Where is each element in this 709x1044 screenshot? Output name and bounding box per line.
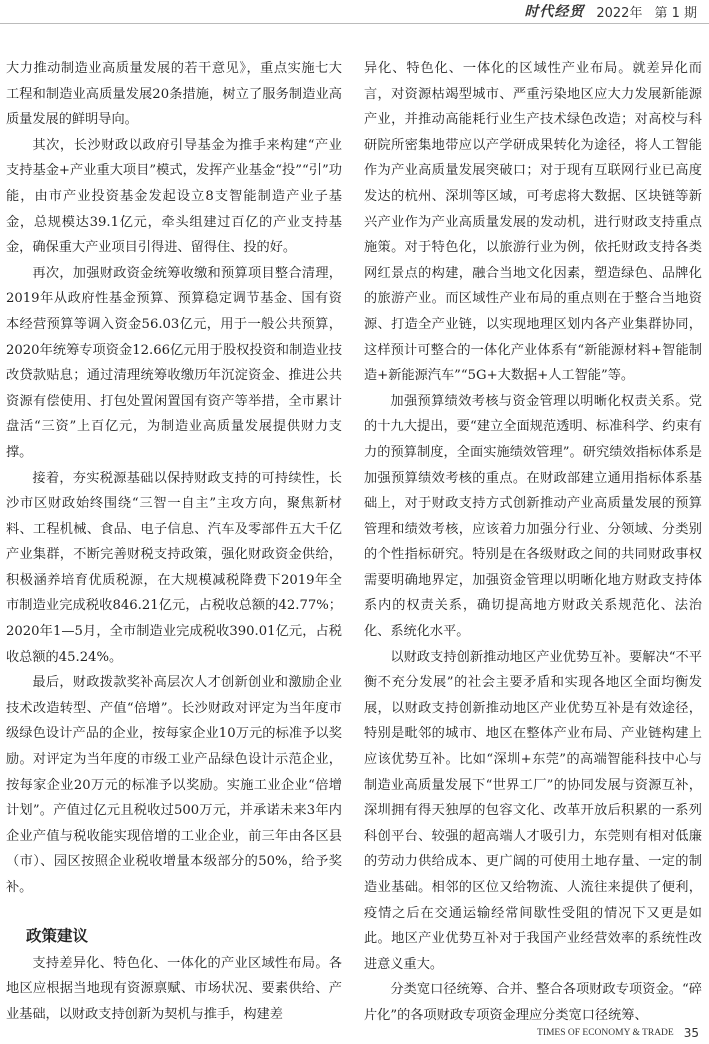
paragraph: 以财政支持创新推动地区产业优势互补。要解决“不平衡不充分发展”的社会主要矛盾和实现各地区全面均衡发展，以财政支持创新推动地区产业优势互补是有效途径，特别是毗邻的城市、地区在整体产业布局、产业链构建上应该优势互补。比如“深圳+东莞”的高端智能科技中心与制造业高质量发展下“世界工厂”的协同发展与资源互补，深圳拥有得天独厚的包容文化、改革开放后积累的一系列科创平台、较强的超高端人才吸引力，东莞则有相对低廉的劳动力供给成本、更广阔的可使用土地存量、一定的制造业基础。相邻的区位又给物流、人流往来提供了便利，疫情之后在交通运输经常间歇性受阻的情况下又更是如此。地区产业优势互补对于我国产业经营效率的系统性改进意义重大。 (364, 649, 702, 972)
issue-number: 第 1 期 (654, 5, 697, 21)
paragraph: 支持差异化、特色化、一体化的产业区域性布局。各地区应根据当地现有资源禀赋、市场状况、要素供给、产业基础，以财政支持创新为契机与推手，构建差 (6, 955, 342, 1022)
page-header (524, 0, 697, 22)
section-title: 政策建议 (26, 926, 89, 945)
paragraph: 最后，财政拨款奖补高层次人才创新创业和激励企业技术改造转型、产值“倍增”。长沙财政对评定为当年度市级绿色设计产品的企业，按每家企业10万元的标准予以奖励。对评定为当年度的市级工业产品绿色设计示范企业，按每家企业20万元的标准予以奖励。实施工业企业“倍增计划”。产值过亿元且税收过500万元，并承诺未来3年内企业产值与税收能实现倍增的工业企业，前三年由各区县（市）、园区按照企业税收增量本级部分的50%，给予奖补。 (6, 675, 342, 895)
journal-english-name: TIMES OF ECONOMY & TRADE (537, 1028, 674, 1038)
magazine-name: 时代经贸 (524, 4, 585, 20)
paragraph: 接着，夯实税源基础以保持财政支持的可持续性，长沙市区财政始终围绕“三智一自主”主攻方向，聚焦新材料、工程机械、食品、电子信息、汽车及零部件五大千亿产业集群，不断完善财税支持政策，强化财政资金供给，积极涵养培育优质税源，在大规模减税降费下2019年全市制造业完成税收846.21亿元，占税收总额的42.77%；2020年1—5月，全市制造业完成税收390.01亿元，占税收总额的45.24%。 (6, 470, 342, 665)
left-column (6, 56, 342, 1027)
paragraph: 大力推动制造业高质量发展的若干意见》，重点实施七大工程和制造业高质量发展20条措施，树立了服务制造业高质量发展的鲜明导向。 (6, 61, 342, 128)
paragraph: 分类宽口径统筹、合并、整合各项财政专项资金。“碎片化”的各项财政专项资金理应分类宽口径统筹、 (364, 982, 702, 1023)
paragraph: 加强预算绩效考核与资金管理以明晰化权责关系。党的十九大提出，要“建立全面规范透明、标准科学、约束有力的预算制度，全面实施绩效管理”。研究绩效指标体系是加强预算绩效考核的重点。在财政部建立通用指标体系基础上，对于财政支持方式创新推动产业高质量发展的预算管理和绩效考核，应该着力加强分行业、分领域、分类别的个性指标研究。特别是在各级财政之间的共同财政事权需要明确地界定，加强资金管理以明晰化地方财政支持体系内的权责关系，确切提高地方财政关系规范化、法治化、系统化水平。 (364, 393, 702, 640)
right-column (364, 56, 702, 1029)
page-number: 35 (683, 1026, 699, 1040)
header-divider (0, 23, 709, 24)
paragraph: 其次，长沙财政以政府引导基金为推手来构建“产业支持基金+产业重大项目”模式，发挥产业基金“投”“引”功能，由市产业投资基金发起设立8支智能制造产业子基金，总规模达39.1亿元，牵头组建过百亿的产业支持基金，确保重大产业项目引得进、留得住、投的好。 (6, 137, 342, 256)
paragraph: 异化、特色化、一体化的区域性产业布局。就差异化而言，对资源枯竭型城市、严重污染地区应大力发展新能源产业，并推动高能耗行业生产技术绿色改造；对高校与科研院所密集地带应以产学研成果转化为途径，将人工智能作为产业高质量发展突破口；对于现有互联网行业已高度发达的杭州、深圳等区域，可考虑将大数据、区块链等新兴产业作为产业高质量发展的发动机，进行财政支持重点施策。对于特色化，以旅游行业为例，依托财政支持各类网红景点的构建，融合当地文化因素，塑造绿色、品牌化的旅游产业。而区域性产业布局的重点则在于整合当地资源、打造全产业链，以实现地理区划内各产业集群协同，这样预计可整合的一体化产业体系有“新能源材料+智能制造+新能源汽车”“5G+大数据+人工智能”等。 (364, 61, 702, 384)
paragraph: 再次，加强财政资金统筹收缴和预算项目整合清理，2019年从政府性基金预算、预算稳定调节基金、国有资本经营预算等调入资金56.03亿元，用于一般公共预算，2020年统筹专项资金12.66亿元用于股权投资和制造业技改贷款贴息；通过清理统筹收缴历年沉淀资金、推进公共资源有偿使用、打包处置闲置国有资产等举措，全市累计盘活“三资”上百亿元，为制造业高质量发展提供财力支撑。 (6, 265, 342, 460)
issue-year: 2022年 (596, 5, 643, 21)
page-footer (537, 1026, 699, 1040)
